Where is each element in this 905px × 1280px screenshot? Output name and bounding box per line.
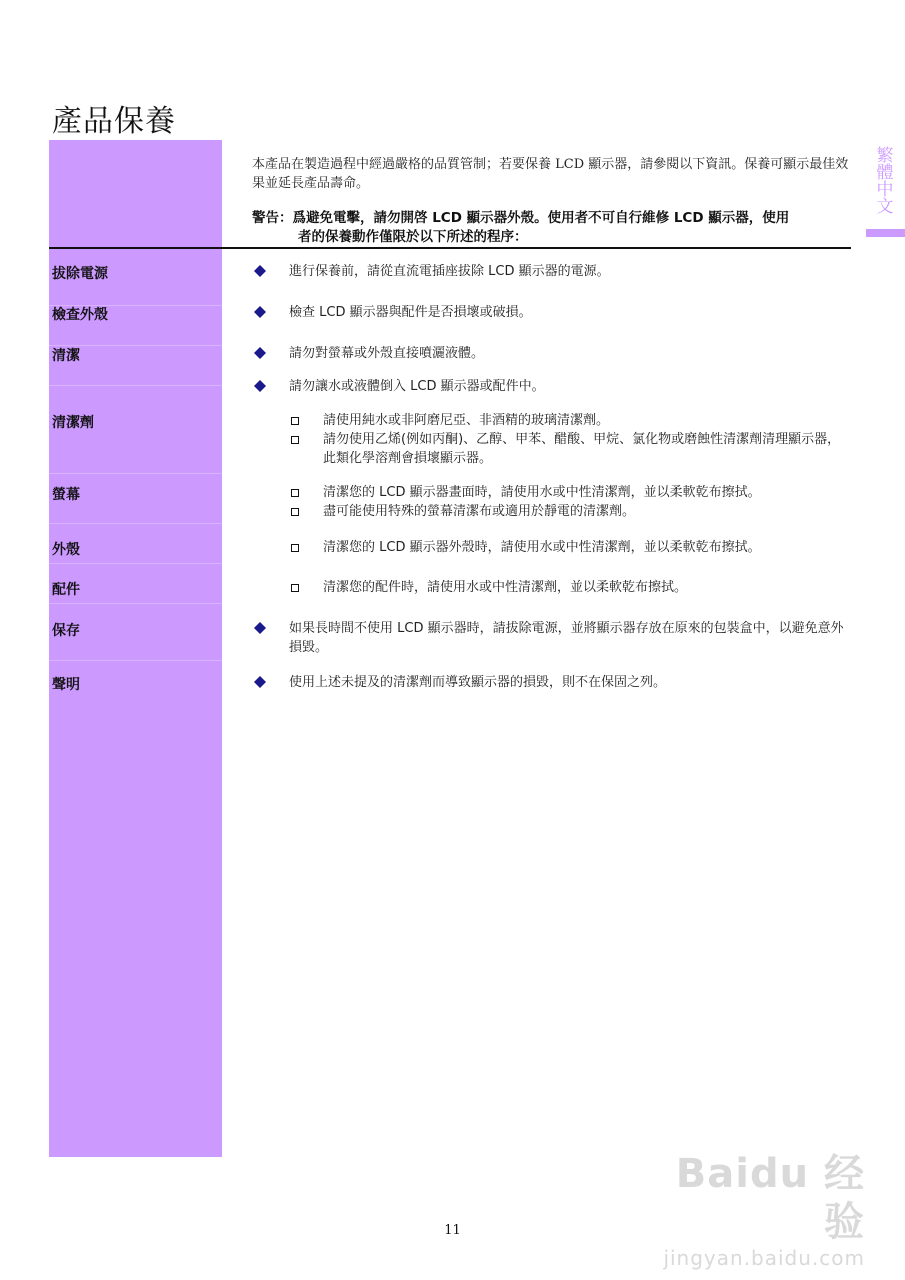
checkbox-square-icon [291, 489, 299, 497]
page-title: 產品保養 [52, 104, 176, 139]
bullet-item: 進行保養前，請從直流電插座拔除 LCD 顯示器的電源。 [289, 264, 610, 279]
checkbox-square-icon [291, 584, 299, 592]
diamond-bullet-icon [254, 347, 266, 359]
sub-item: 盡可能使用特殊的螢幕清潔布或適用於靜電的清潔劑。 [323, 504, 636, 519]
intro-paragraph: 本產品在製造過程中經過嚴格的品質管制；若要保養 LCD 顯示器，請參閱以下資訊。保養可顯示最佳效果並延長產品壽命。 [252, 157, 849, 191]
language-tab-bar [866, 229, 905, 237]
page-number: 11 [444, 1223, 461, 1238]
bullet-item: 使用上述未提及的清潔劑而導致顯示器的損毀，則不在保固之列。 [289, 675, 667, 690]
sub-item: 清潔您的 LCD 顯示器外殼時，請使用水或中性清潔劑，並以柔軟乾布擦拭。 [323, 540, 761, 555]
checkbox-square-icon [291, 417, 299, 425]
sidebar-separator [49, 660, 222, 661]
bullet-item: 如果長時間不使用 LCD 顯示器時，請拔除電源，並將顯示器存放在原來的包裝盒中，以避免意外損毀。 [289, 621, 844, 655]
sub-item: 清潔您的 LCD 顯示器畫面時，請使用水或中性清潔劑，並以柔軟乾布擦拭。 [323, 485, 761, 500]
watermark [635, 1150, 865, 1270]
checkbox-square-icon [291, 436, 299, 444]
label-cleaner: 清潔劑 [52, 415, 94, 431]
watermark-brand: Baidu 经验 [675, 1151, 865, 1245]
diamond-bullet-icon [254, 380, 266, 392]
label-accessories: 配件 [52, 582, 80, 598]
label-storage: 保存 [52, 623, 80, 639]
label-screen: 螢幕 [52, 487, 80, 503]
label-unplug: 拔除電源 [52, 266, 108, 282]
label-check-case: 檢查外殼 [52, 307, 108, 323]
language-tab: 繁體中文 [876, 146, 894, 217]
header-rule [49, 247, 851, 249]
watermark-url: jingyan.baidu.com [663, 1246, 865, 1270]
diamond-bullet-icon [254, 622, 266, 634]
diamond-bullet-icon [254, 265, 266, 277]
sub-item: 請勿使用乙烯(例如丙酮)、乙醇、甲苯、醋酸、甲烷、氯化物或磨蝕性清潔劑清理顯示器，此類化學溶劑會損壞顯示器。 [323, 432, 841, 466]
label-disclaimer: 聲明 [52, 677, 80, 693]
warning-text [252, 209, 852, 247]
bullet-item: 請勿讓水或液體倒入 LCD 顯示器或配件中。 [289, 379, 545, 394]
sub-item: 清潔您的配件時，請使用水或中性清潔劑，並以柔軟乾布擦拭。 [323, 580, 688, 595]
sidebar-separator [49, 473, 222, 474]
checkbox-square-icon [291, 544, 299, 552]
sidebar-separator [49, 563, 222, 564]
checkbox-square-icon [291, 508, 299, 516]
sidebar-separator [49, 603, 222, 604]
bullet-item: 檢查 LCD 顯示器與配件是否損壞或破損。 [289, 305, 532, 320]
diamond-bullet-icon [254, 676, 266, 688]
sidebar-separator [49, 523, 222, 524]
label-cleaning: 清潔 [52, 348, 80, 364]
sidebar-panel [49, 140, 222, 1157]
sidebar-separator [49, 385, 222, 386]
diamond-bullet-icon [254, 306, 266, 318]
sub-item: 請使用純水或非阿磨尼亞、非酒精的玻璃清潔劑。 [323, 413, 610, 428]
warning-line-1: 警告：爲避免電擊，請勿開啓 LCD 顯示器外殼。使用者不可自行維修 LCD 顯示器，使用 [252, 210, 790, 226]
warning-line-2: 者的保養動作僅限於以下所述的程序： [298, 229, 528, 245]
label-case: 外殼 [52, 542, 80, 558]
bullet-item: 請勿對螢幕或外殼直接噴灑液體。 [289, 346, 485, 361]
